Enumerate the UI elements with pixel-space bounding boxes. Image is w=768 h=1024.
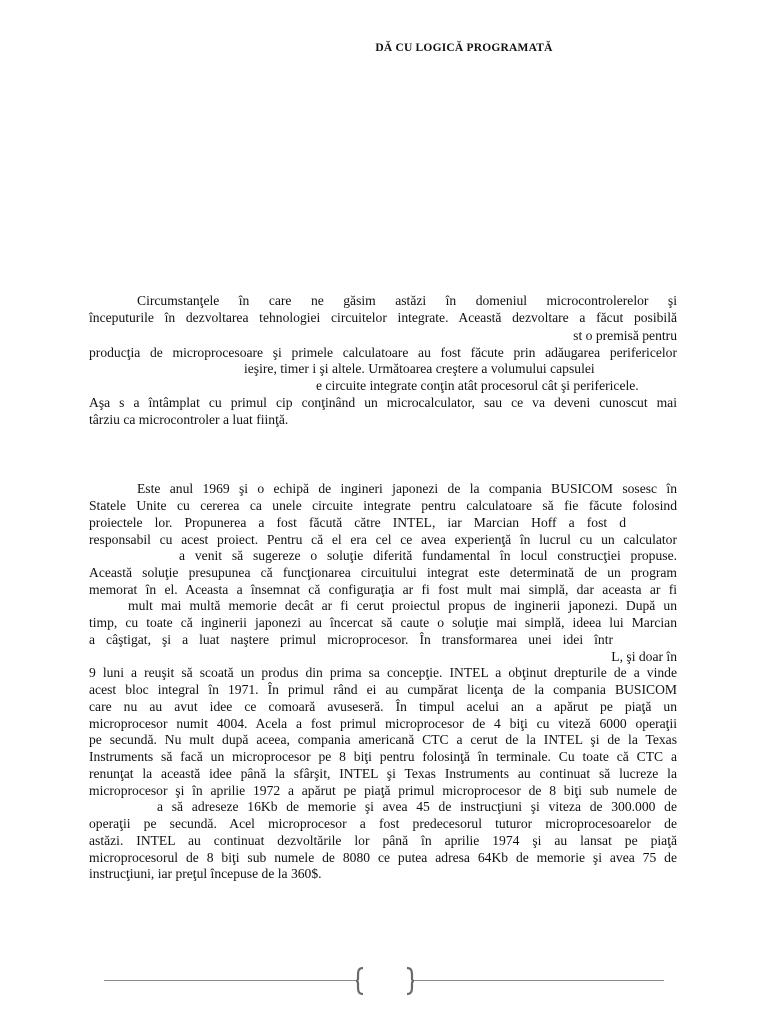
text-line: Este anul 1969 şi o echipă de ingineri japonezi de la compania BUSICOM sosesc în	[137, 481, 677, 496]
text-line: timp, cu toate că inginerii japonezi au încercat să caute o soluţie mai simplă, ideea lui Marcian	[89, 615, 677, 630]
text-line: Instruments să facă un microprocesor pe 8 biţi pentru folosinţă în terminale. Cu toate că CTC a	[89, 749, 677, 764]
text-line: operaţii pe secundă. Acel microprocesor a fost predecesorul tuturor microprocesoarelor de	[89, 816, 677, 831]
text-line: L, şi doar în	[611, 649, 677, 664]
text-line: responsabil cu acest proiect. Pentru că el era cel ce avea experienţă în lucrul cu un calculator	[89, 532, 677, 547]
page-number-brackets	[355, 966, 415, 996]
text-line: microprocesor şi în aprilie 1972 a apărut pe piaţă primul microprocesor de 8 biţi sub numele de	[89, 783, 677, 798]
page-header-title: DĂ CU LOGICĂ PROGRAMATĂ	[375, 42, 553, 54]
text-line: renunţat la această idee până la sfârşit, INTEL şi Texas Instruments au continuat să lucreze la	[89, 766, 677, 781]
text-line: Această soluţie presupunea că funcţionarea circuitului integrat este determinată de un program	[89, 565, 677, 580]
text-line: microprocesorul de 8 biţi sub numele de 8080 ce putea adresa 64Kb de memorie şi avea 75 de	[89, 850, 677, 865]
text-line: a venit să sugereze o soluţie diferită fundamental în locul construcţiei propuse.	[179, 548, 677, 563]
text-line: instrucţiuni, iar preţul începuse de la 360$.	[89, 866, 322, 881]
text-line: 9 luni a reuşit să scoată un produs din prima sa concepţie. INTEL a obţinut drepturile de a vinde	[89, 665, 677, 680]
text-line: producţia de microprocesoare şi primele calculatoare au fost făcute prin adăugarea perifericelor	[89, 345, 677, 360]
text-line: e circuite integrate conţin atât procesorul cât şi perifericele.	[316, 378, 639, 393]
text-line: st o premisă pentru	[573, 328, 677, 343]
text-line: mult mai multă memorie decât ar fi cerut proiectul propus de inginerii japonezi. După un	[128, 598, 677, 613]
text-line: care nu au avut idee ce comoară avuseseră. În timpul acelui an a apărut pe piaţă un	[89, 699, 677, 714]
footer-rule-right	[414, 980, 664, 981]
text-line: a câştigat, şi a luat naştere primul microprocesor. În transformarea unei idei într	[89, 632, 613, 647]
text-line: târziu ca microcontroler a luat fiinţă.	[89, 412, 289, 427]
text-line: Circumstanţele în care ne găsim astăzi în domeniul microcontrolerelor şi	[137, 293, 677, 308]
text-line: microprocesor numit 4004. Acela a fost primul microprocesor de 4 biţi cu viteză 6000 operaţii	[89, 716, 677, 731]
text-line: acest bloc integral în 1971. În primul rând ei au cumpărat licenţa de la compania BUSICOM	[89, 682, 677, 697]
text-line: a să adreseze 16Kb de memorie şi avea 45 de instrucţiuni şi viteza de 300.000 de	[157, 799, 677, 814]
text-line: ieşire, timer i şi altele. Următoarea creştere a volumului capsulei	[244, 361, 595, 376]
footer-rule-left	[104, 980, 356, 981]
text-line: astăzi. INTEL au continuat dezvoltările lor până în aprilie 1974 şi au lansat pe piaţă	[89, 833, 677, 848]
text-line: pe secundă. Nu mult după aceea, compania americană CTC a cerut de la INTEL şi de la Texas	[89, 732, 677, 747]
text-line: Aşa s a întâmplat cu primul cip conţinând un microcalculator, sau ce va deveni cunoscut mai	[89, 395, 677, 410]
text-line: Statele Unite cu cererea ca unele circuite integrate pentru calculatoare să fie făcute folosind	[89, 498, 677, 513]
text-line: proiectele lor. Propunerea a fost făcută către INTEL, iar Marcian Hoff a fost d	[89, 515, 626, 530]
text-line: memorat în el. Aceasta a însemnat că configuraţia ar fi fost mult mai simplă, dar aceasta ar fi	[89, 582, 677, 597]
text-line: începuturile în dezvoltarea tehnologiei circuitelor integrate. Această dezvoltare a făcut posibilă	[89, 310, 677, 325]
